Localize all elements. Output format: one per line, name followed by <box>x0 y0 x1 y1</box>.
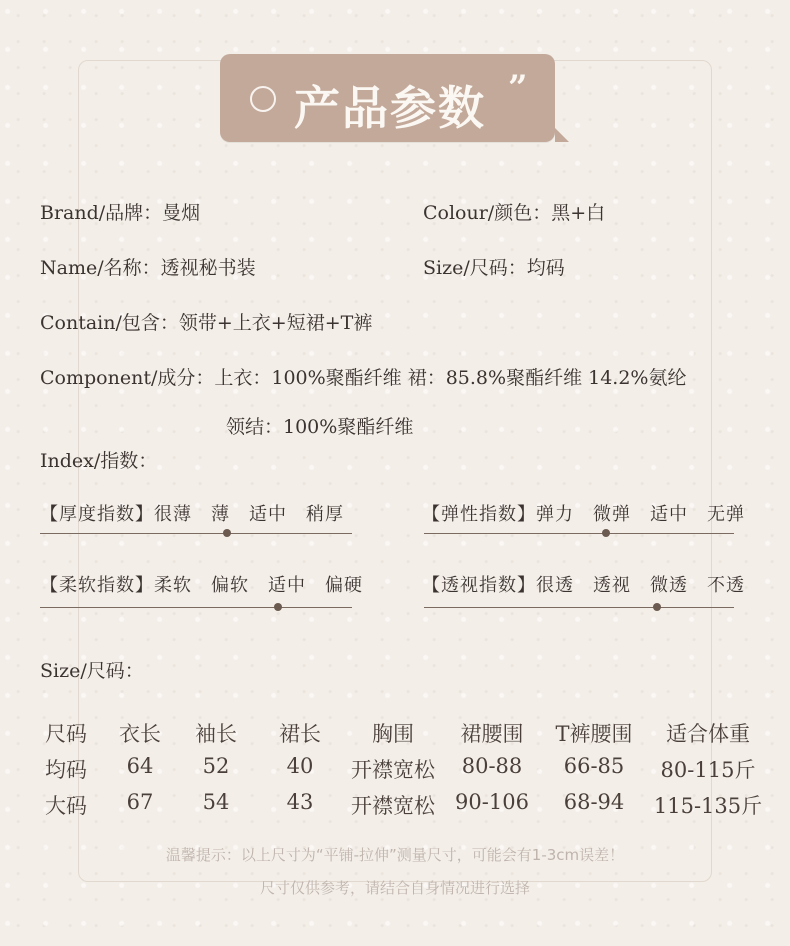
table-cell: 115-135斤 <box>653 794 763 818</box>
table-cell: 67 <box>126 790 154 814</box>
table-cell: 66-85 <box>563 754 625 778</box>
transparency-index-marker <box>653 603 661 611</box>
name-info: Name/名称：透视秘书装 <box>40 257 256 279</box>
table-cell: 均码 <box>45 758 87 782</box>
elasticity-index-label: 【弹性指数】弹力 微弹 适中 无弹 <box>422 504 745 525</box>
colour-info: Colour/颜色：黑+白 <box>423 202 606 224</box>
table-cell: 52 <box>202 754 230 778</box>
circle-icon <box>250 86 276 112</box>
thickness-index-line <box>40 533 352 534</box>
elasticity-index-line <box>424 533 734 534</box>
table-cell: 大码 <box>45 794 87 818</box>
component-info: Component/成分：上衣：100%聚酯纤维 裙：85.8%聚酯纤维 14.2%氨纶 <box>40 367 687 389</box>
header-cell: 胸围 <box>372 722 414 746</box>
header-cell: 裙长 <box>279 722 321 746</box>
table-header-row <box>40 718 770 754</box>
table-cell: 80-115斤 <box>660 758 756 782</box>
softness-index-label: 【柔软指数】柔软 偏软 适中 偏硬 <box>40 575 363 596</box>
softness-index-line <box>40 607 352 608</box>
quote-mark: ” <box>508 68 528 108</box>
softness-index-marker <box>274 603 282 611</box>
table-cell: 开襟宽松 <box>351 794 435 818</box>
notice-line-2: 尺寸仅供参考，请结合自身情况进行选择 <box>259 879 530 897</box>
size-label: Size/尺码： <box>40 660 144 682</box>
thickness-index-marker <box>223 529 231 537</box>
header-cell: 适合体重 <box>666 722 750 746</box>
table-row <box>40 790 770 826</box>
table-cell: 开襟宽松 <box>351 758 435 782</box>
table-cell: 80-88 <box>461 754 523 778</box>
table-cell: 54 <box>202 790 230 814</box>
page-title: 产品参数 <box>294 81 486 135</box>
title-banner <box>220 54 555 142</box>
index-label: Index/指数： <box>40 450 158 472</box>
brand-info: Brand/品牌：曼烟 <box>40 202 201 224</box>
thickness-index-label: 【厚度指数】很薄 薄 适中 稍厚 <box>40 504 344 525</box>
transparency-index-label: 【透视指数】很透 透视 微透 不透 <box>422 575 745 596</box>
notice-line-1: 温馨提示：以上尺寸为“平铺-拉伸”测量尺寸，可能会有1-3cm误差！ <box>165 846 625 864</box>
table-row <box>40 754 770 790</box>
contain-info: Contain/包含：领带+上衣+短裙+T裤 <box>40 312 373 334</box>
table-cell: 64 <box>126 754 154 778</box>
table-cell: 43 <box>286 790 314 814</box>
size-info: Size/尺码：均码 <box>423 257 565 279</box>
header-cell: 衣长 <box>119 722 161 746</box>
table-cell: 40 <box>286 754 314 778</box>
component-info-2: 领结：100%聚酯纤维 <box>226 416 414 438</box>
table-cell: 90-106 <box>455 790 529 814</box>
table-cell: 68-94 <box>563 790 625 814</box>
header-cell: 裙腰围 <box>460 722 524 746</box>
header-cell: 尺码 <box>45 722 87 746</box>
elasticity-index-marker <box>602 529 610 537</box>
header-cell: 袖长 <box>195 722 237 746</box>
header-cell: T裤腰围 <box>555 722 633 746</box>
transparency-index-line <box>424 607 734 608</box>
